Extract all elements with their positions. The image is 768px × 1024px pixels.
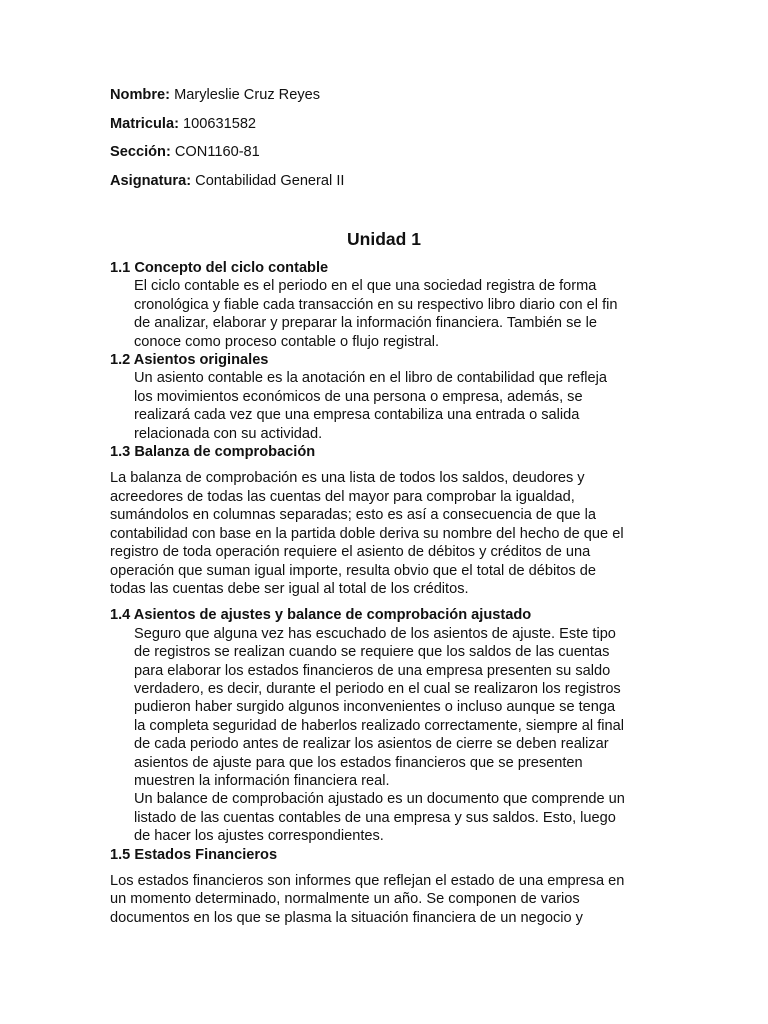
text-line: Los estados financieros son informes que reflejan el estado de una empresa en [110, 873, 625, 889]
text-line: Seguro que alguna vez has escuchado de los asientos de ajuste. Este tipo [134, 625, 616, 642]
section-heading-1-5: 1.5 Estados Financieros [110, 846, 278, 863]
section-heading-1-1: 1.1 Concepto del ciclo contable [110, 260, 329, 276]
text-line: verdadero, es decir, durante el periodo en el cual se realizaron los registros [134, 680, 621, 697]
section-text-1-3 [110, 469, 660, 598]
matricula-value: 100631582 [183, 115, 257, 132]
text-line: Un asiento contable es la anotación en el libro de contabilidad que refleja [134, 370, 607, 387]
section-heading-1-3: 1.3 Balanza de comprobación [110, 444, 316, 461]
section-heading-1-4: 1.4 Asientos de ajustes y balance de comprobación ajustado [110, 607, 532, 624]
section-heading-1-2: 1.2 Asientos originales [110, 352, 269, 369]
text-line: relacionada con su actividad. [134, 425, 323, 442]
text-line: pudieron haber surgido algunos inconvenientes o incluso aunque se tenga [134, 699, 616, 716]
text-line: los movimientos económicos de una persona o empresa, además, se [134, 388, 583, 405]
text-line: contabilidad con base en la partida doble deriva su nombre del hecho de que el [110, 525, 624, 542]
seccion-value: CON1160-81 [174, 144, 260, 160]
unit-title: Unidad 1 [347, 229, 421, 249]
document-body [110, 259, 660, 927]
student-info [110, 86, 344, 200]
matricula-row [110, 115, 344, 144]
text-line: operación que suman igual importe, resulta obvio que el total de débitos de [110, 562, 596, 579]
text-line: la completa seguridad de haberlos realizado correctamente, siempre al final [134, 717, 624, 734]
nombre-value: Maryleslie Cruz Reyes [174, 87, 321, 103]
text-line: muestren la información financiera real. [134, 772, 390, 789]
text-line: de registros se realizan cuando se requiere que los saldos de las cuentas [134, 644, 610, 661]
nombre-row [110, 86, 344, 115]
matricula-label: Matricula: [110, 115, 179, 132]
seccion-row [110, 143, 344, 172]
text-line: acreedores de todas las cuentas del mayor para comprobar la igualdad, [110, 488, 575, 505]
text-line: todas las cuentas debe ser igual al total de los créditos. [110, 580, 469, 597]
text-line: registro de toda operación requiere el asiento de débitos y créditos de una [110, 544, 591, 561]
text-line: asientos de ajuste para que los estados financieros que se presenten [134, 754, 583, 771]
asignatura-value: Contabilidad General II [195, 172, 345, 189]
text-line: documentos en los que se plasma la situación financiera de un negocio y [110, 909, 583, 926]
text-line: de hacer los ajustes correspondientes. [134, 828, 384, 845]
text-line: El ciclo contable es el periodo en el que una sociedad registra de forma [134, 278, 597, 295]
text-line: para elaborar los estados financieros de una empresa presenten su saldo [134, 662, 611, 679]
text-line: Un balance de comprobación ajustado es un documento que comprende un [134, 791, 625, 808]
text-line: de cada periodo antes de realizar los asientos de cierre se deben realizar [134, 736, 609, 753]
text-line: de analizar, elaborar y preparar la información financiera. También se le [134, 315, 597, 332]
section-text-1-2 [110, 369, 660, 443]
nombre-label: Nombre: [110, 87, 170, 103]
asignatura-label: Asignatura: [110, 172, 192, 189]
text-line: conoce como proceso contable o flujo registral. [134, 333, 440, 350]
asignatura-row [110, 172, 344, 201]
text-line: cronológica y fiable cada transacción en su respectivo libro diario con el fin [134, 296, 618, 313]
text-line: realizará cada vez que una empresa contabiliza una entrada o salida [134, 407, 580, 424]
section-text-1-5 [110, 872, 660, 927]
text-line: un momento determinado, normalmente un año. Se componen de varios [110, 891, 580, 908]
text-line: listado de las cuentas contables de una empresa y sus saldos. Esto, luego [134, 809, 616, 826]
text-line: La balanza de comprobación es una lista de todos los saldos, deudores y [110, 470, 585, 487]
text-line: sumándolos en columnas separadas; esto es así a consecuencia de que la [110, 507, 596, 524]
section-text-1-1 [110, 277, 660, 351]
seccion-label: Sección: [110, 144, 171, 160]
section-text-1-4 [110, 625, 660, 846]
